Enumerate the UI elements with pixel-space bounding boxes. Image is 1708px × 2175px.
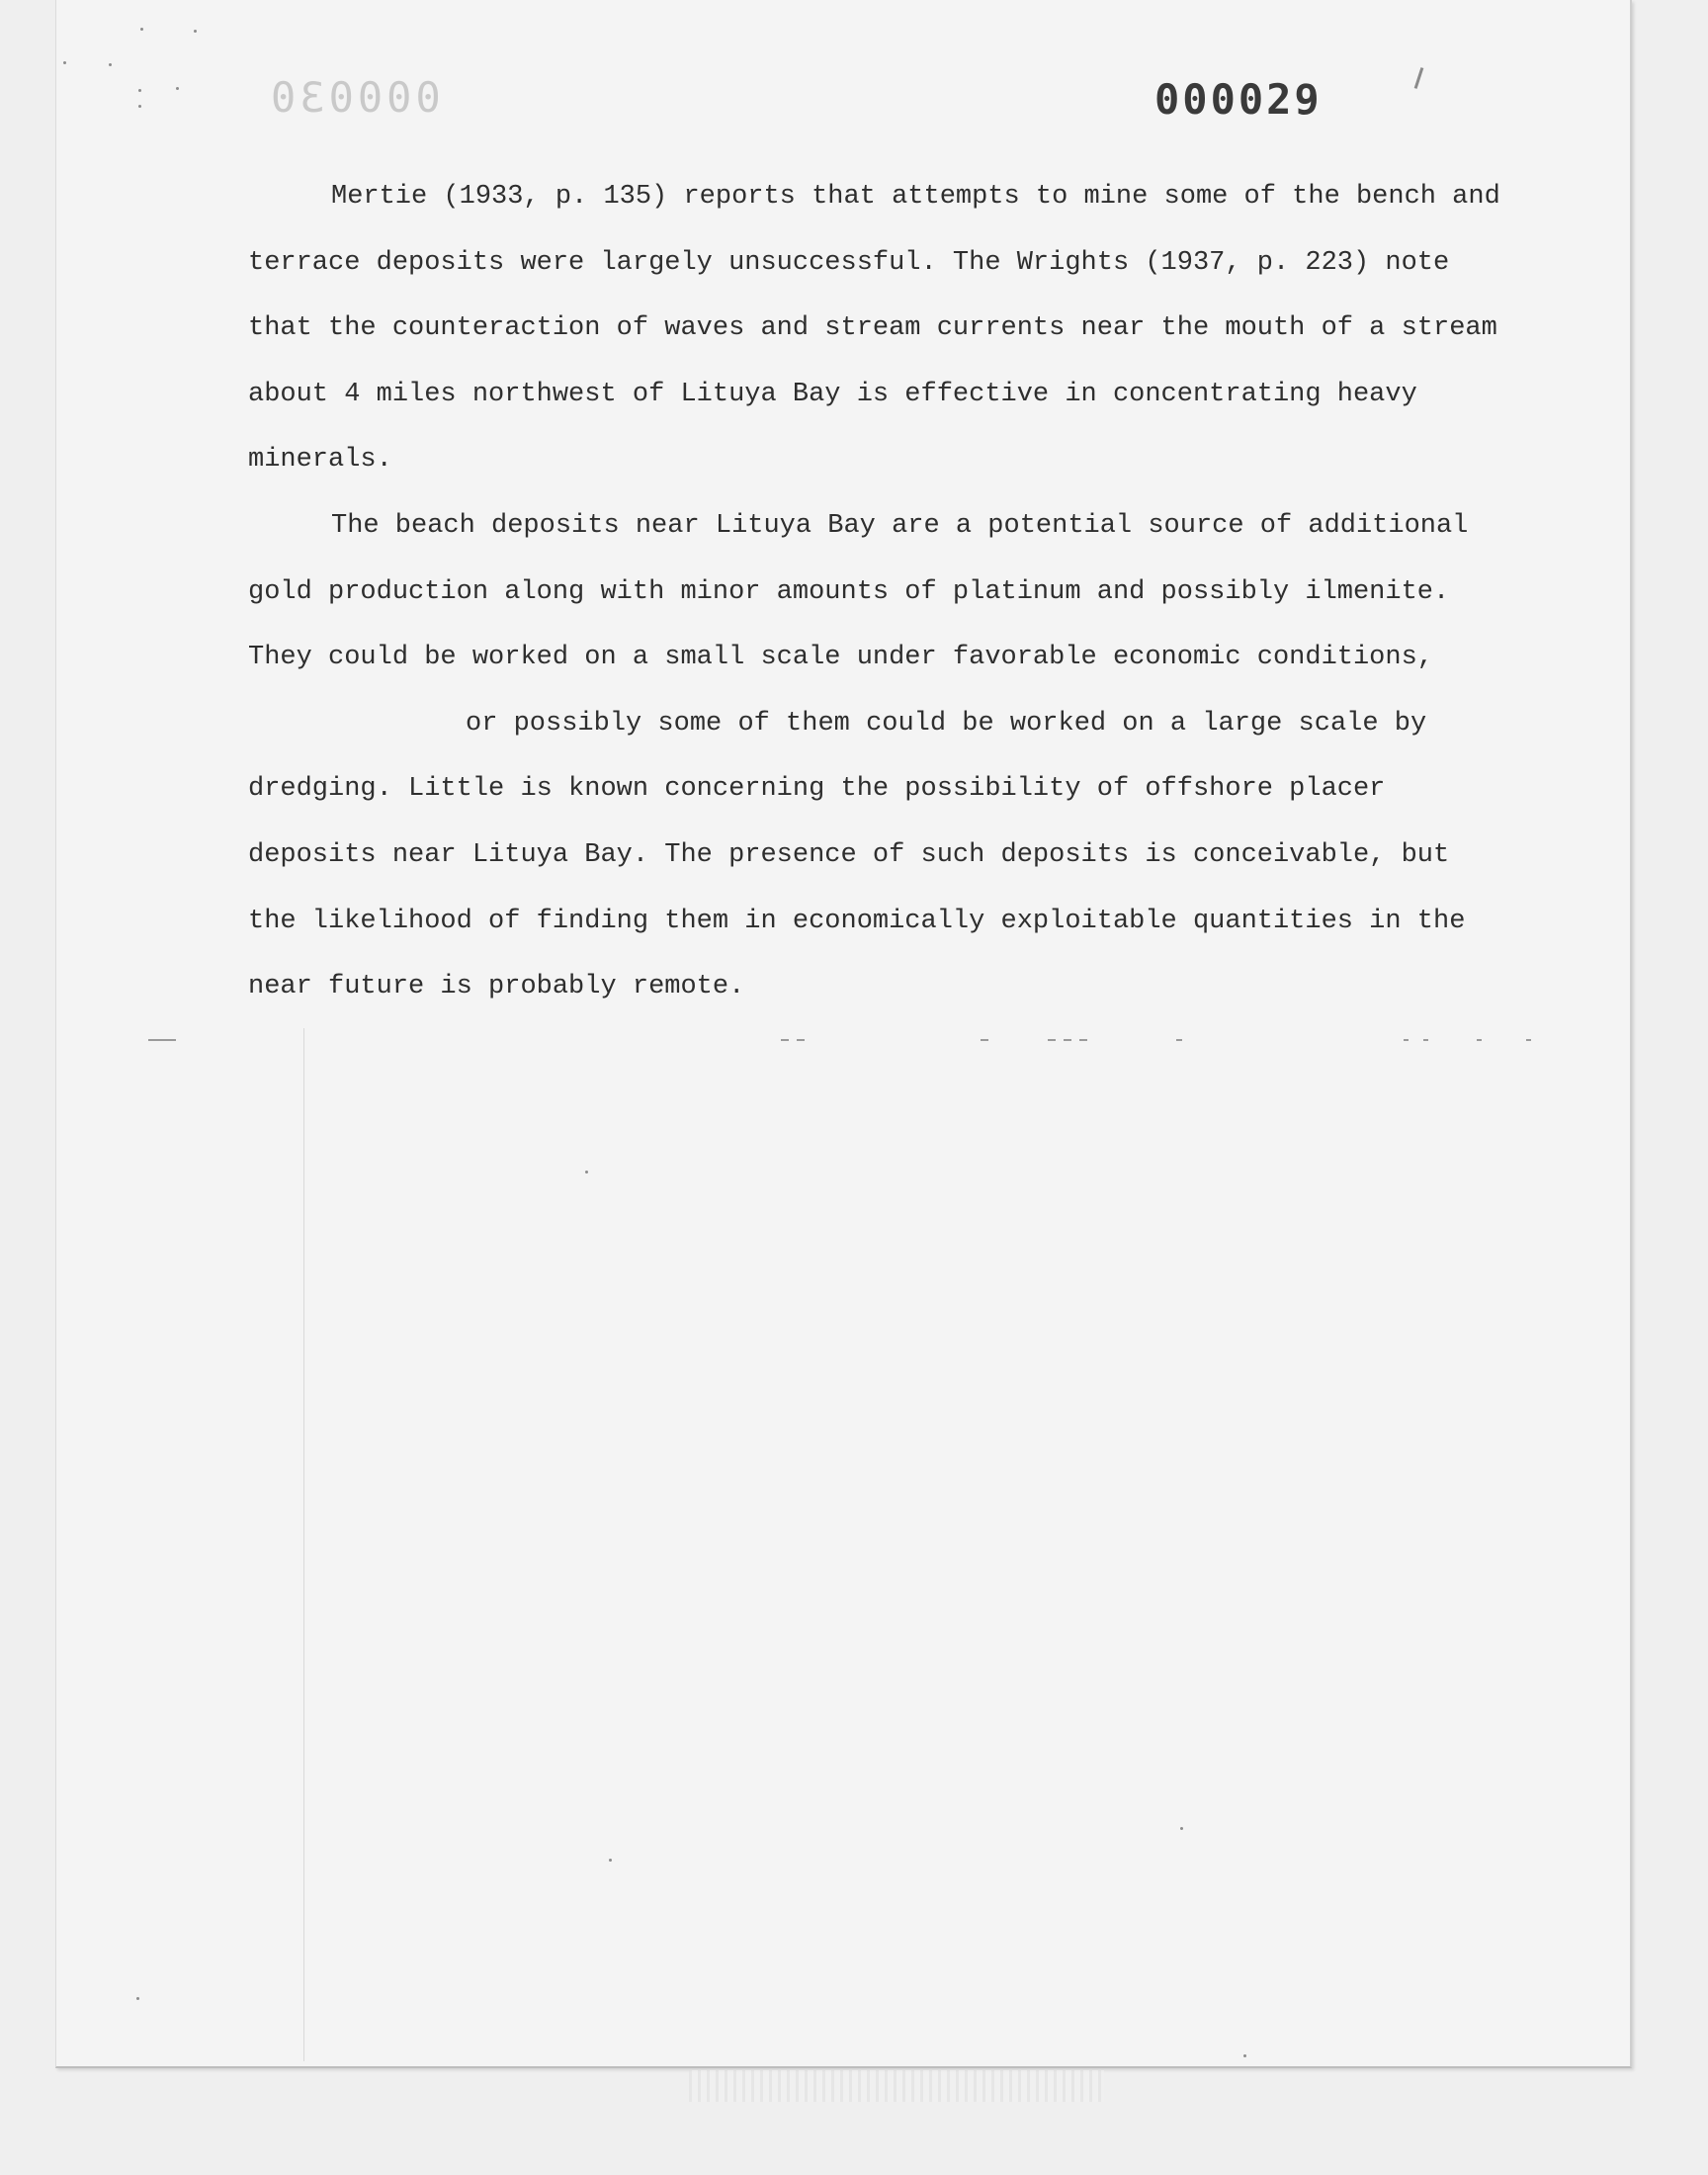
text-line: deposits near Lituya Bay. The presence of such deposits is conceivable, but (248, 839, 1450, 870)
scan-speck (140, 28, 143, 31)
dash-segment (1079, 1039, 1087, 1041)
scan-speck (109, 63, 112, 66)
text-line: minerals. (248, 445, 392, 476)
dash-segment (1048, 1039, 1056, 1041)
scan-speck (609, 1859, 612, 1862)
scan-speck (138, 105, 141, 108)
text-line: or possibly some of them could be worked on a large scale by (466, 708, 1427, 739)
text-line: near future is probably remote. (248, 972, 745, 1002)
dash-segment (1176, 1039, 1182, 1041)
dash-segment (981, 1039, 988, 1041)
dash-segment (781, 1039, 789, 1041)
text-line: the likelihood of finding them in economically exploitable quantities in the (248, 906, 1466, 936)
scan-artifact-strip (689, 2070, 1104, 2102)
dash-segment (1423, 1039, 1428, 1041)
page-number: 000029 (1154, 75, 1323, 124)
text-line: They could be worked on a small scale under favorable economic conditions, (248, 643, 1433, 673)
scan-speck (136, 1997, 139, 2000)
scan-speck (1180, 1827, 1183, 1830)
text-line: gold production along with minor amounts of platinum and possibly ilmenite. (248, 576, 1450, 607)
dash-segment (1404, 1039, 1409, 1041)
text-line: that the counteraction of waves and stream currents near the mouth of a stream (248, 313, 1497, 344)
dash-segment (1526, 1039, 1531, 1041)
text-line: dredging. Little is known concerning the possibility of offshore placer (248, 774, 1386, 805)
text-line: The beach deposits near Lituya Bay are a potential source of additional (331, 510, 1469, 541)
scan-speck (176, 87, 179, 90)
scan-speck (1243, 2054, 1246, 2057)
dash-segment (1064, 1039, 1071, 1041)
scan-speck (194, 30, 197, 33)
text-line: terrace deposits were largely unsuccessful. The Wrights (1937, p. 223) note (248, 247, 1450, 278)
dash-segment (148, 1039, 176, 1041)
text-line: Mertie (1933, p. 135) reports that attempts to mine some of the bench and (331, 182, 1500, 212)
dashed-rule (148, 1039, 1532, 1043)
ghost-page-number: 000030 (267, 73, 441, 122)
scan-speck (585, 1171, 588, 1174)
text-line: about 4 miles northwest of Lituya Bay is effective in concentrating heavy (248, 379, 1417, 409)
dash-segment (1477, 1039, 1482, 1041)
scan-speck (138, 89, 141, 92)
margin-rule (303, 1028, 304, 2061)
scan-speck (63, 61, 66, 64)
dash-segment (797, 1039, 805, 1041)
body-text (248, 164, 1563, 1020)
